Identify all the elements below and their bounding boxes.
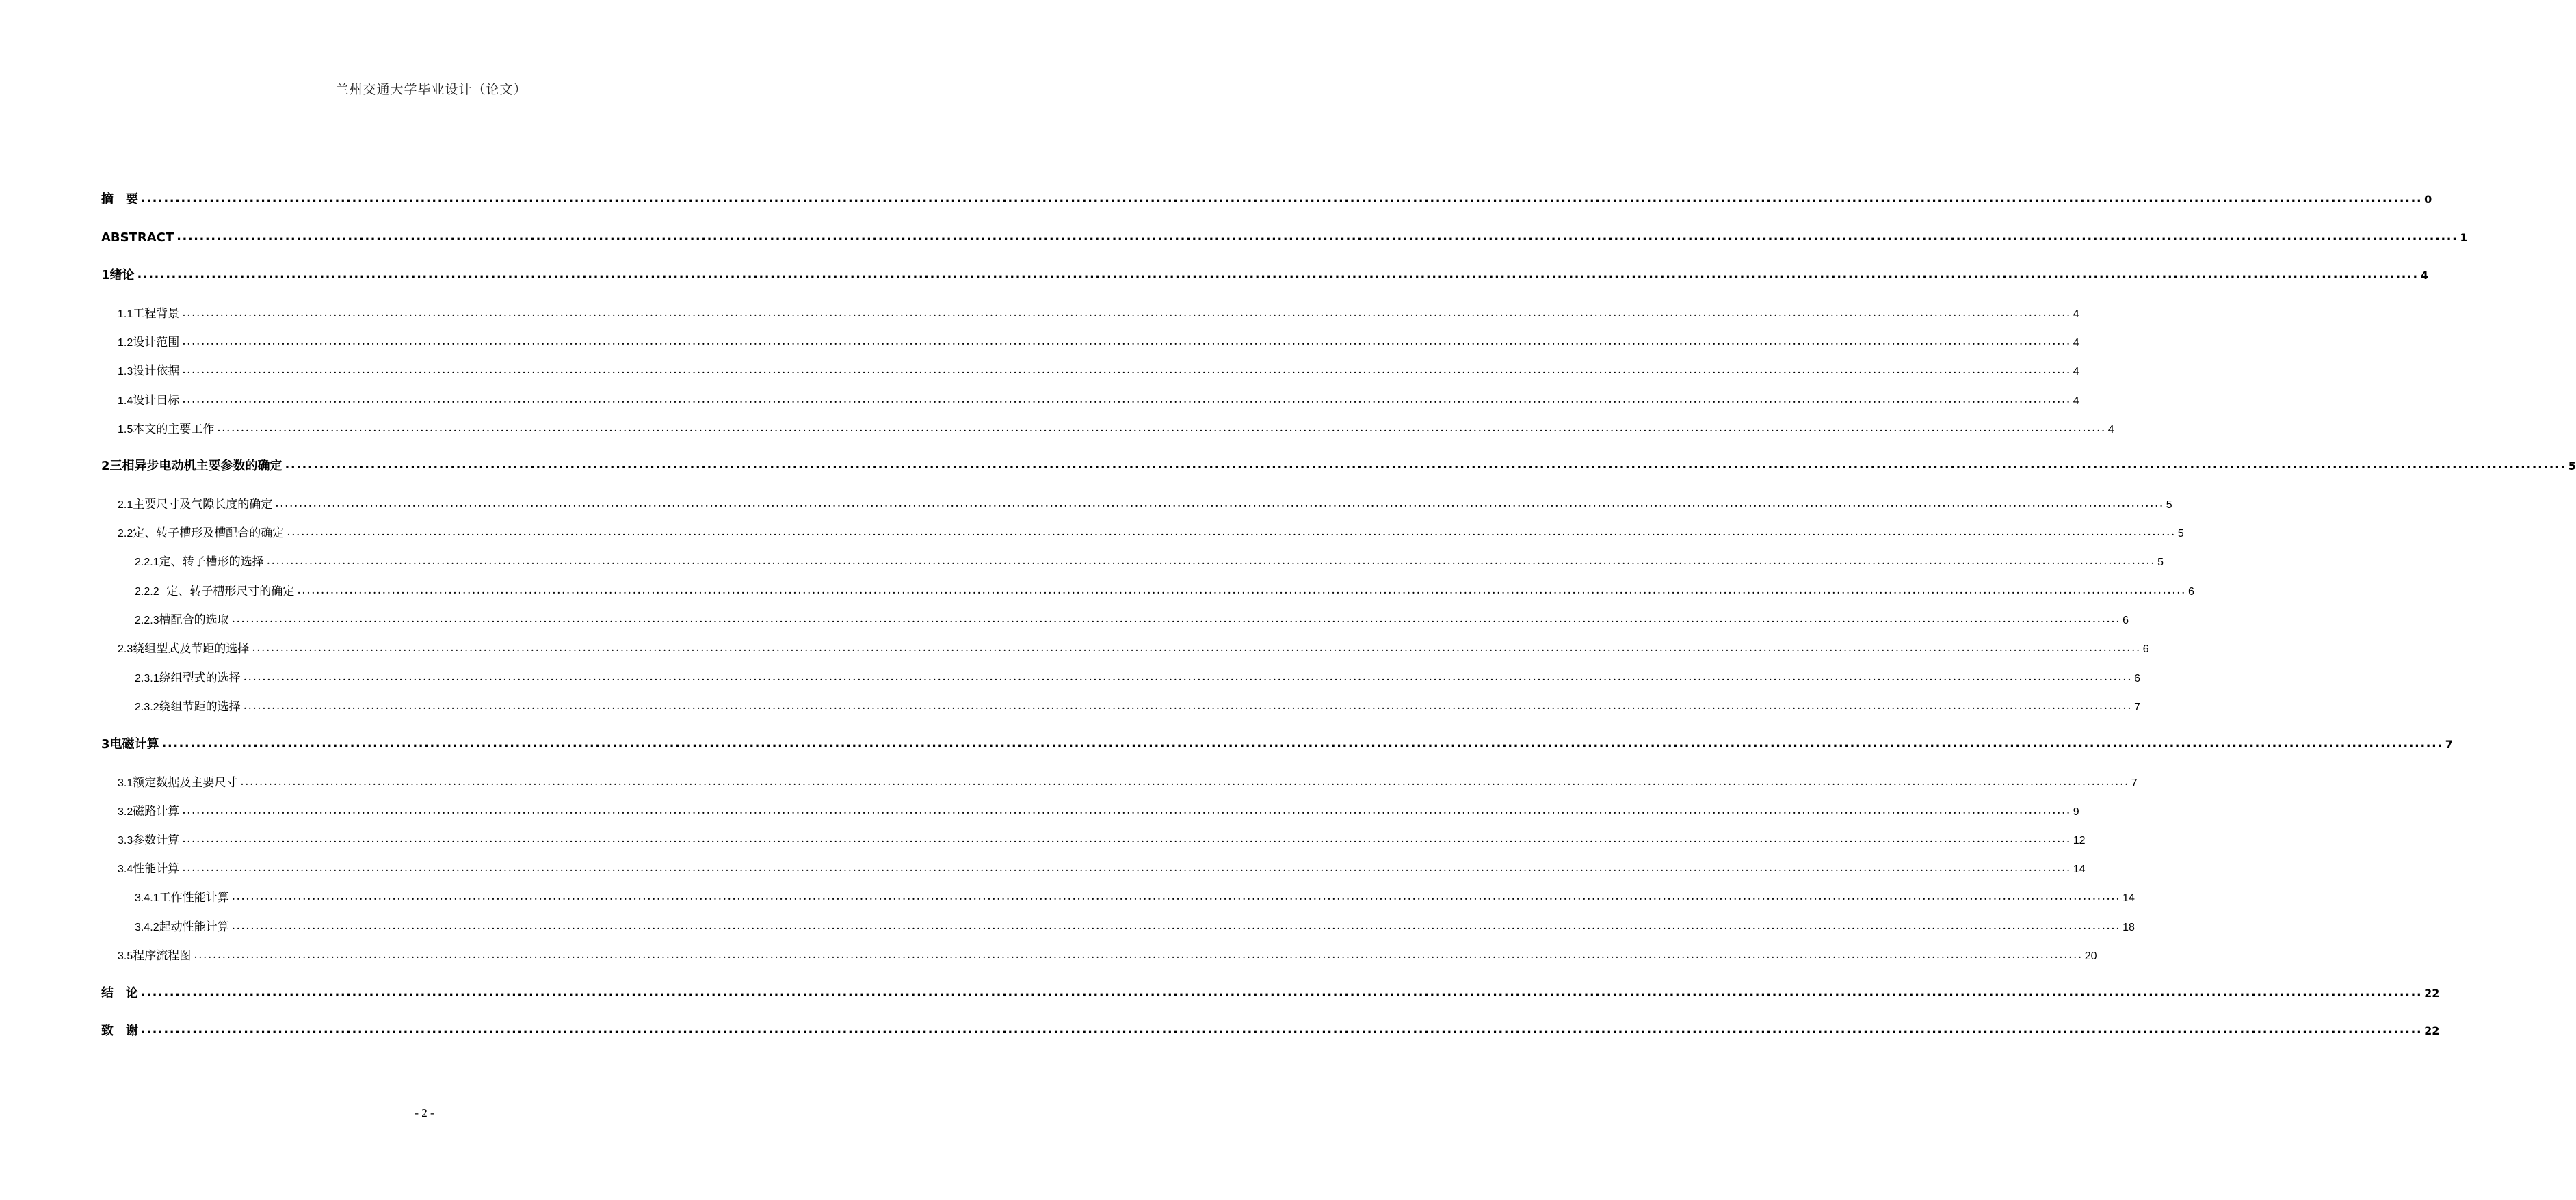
toc-dot-leader: ................................................................................................................................................................................................................................................................................................................................................................................................................ xyxy=(285,457,2566,472)
toc-entry xyxy=(135,889,2135,907)
toc-entry-number: 1.1 xyxy=(118,308,133,320)
toc-entry-number: 3.2 xyxy=(118,806,133,818)
toc-entry xyxy=(135,553,2164,571)
toc-entry-title: 结 论 xyxy=(101,986,138,1000)
toc-entry-title: ABSTRACT xyxy=(101,230,174,245)
toc-entry-title: 槽配合的选取 xyxy=(159,613,229,627)
toc-entry-title: 三相异步电动机主要参数的确定 xyxy=(109,459,282,473)
toc-entry xyxy=(101,267,2428,284)
toc-entry-title: 设计目标 xyxy=(133,394,180,408)
toc-dot-leader: ................................................................................................................................................................................................................................................................................................................................................................................................................ xyxy=(252,641,2141,654)
toc-entry-number: 3.5 xyxy=(118,950,133,962)
toc-entry-title: 性能计算 xyxy=(133,862,180,876)
toc-dot-leader: ................................................................................................................................................................................................................................................................................................................................................................................................................ xyxy=(297,583,2186,597)
toc-entry xyxy=(101,1022,2440,1040)
toc-dot-leader: ................................................................................................................................................................................................................................................................................................................................................................................................................ xyxy=(182,306,2071,319)
toc-entry-title: 致 谢 xyxy=(101,1024,138,1038)
toc-dot-leader: ................................................................................................................................................................................................................................................................................................................................................................................................................ xyxy=(182,334,2071,348)
toc-entry xyxy=(118,421,2114,438)
toc-entry-number: 2.2.3 xyxy=(135,615,159,626)
toc-entry-title: 绕组节距的选择 xyxy=(159,700,241,714)
toc-entry-number: 3.3 xyxy=(118,835,133,846)
toc-entry-page: 6 xyxy=(2122,615,2129,626)
page-number: - 2 - xyxy=(415,1106,434,1119)
toc-entry xyxy=(118,392,2079,410)
toc-entry xyxy=(118,860,2086,878)
toc-dot-leader: ................................................................................................................................................................................................................................................................................................................................................................................................................ xyxy=(240,775,2129,788)
toc-entry-number: 3 xyxy=(101,737,110,751)
toc-entry-title: 工作性能计算 xyxy=(159,891,229,905)
toc-entry-title: 设计依据 xyxy=(133,364,180,378)
toc-entry-title: 起动性能计算 xyxy=(159,920,229,934)
toc-entry-number: 2.3 xyxy=(118,643,133,655)
toc-dot-leader: ................................................................................................................................................................................................................................................................................................................................................................................................................ xyxy=(161,736,2443,750)
toc-entry-page: 6 xyxy=(2187,586,2194,598)
toc-dot-leader: ................................................................................................................................................................................................................................................................................................................................................................................................................ xyxy=(141,191,2423,205)
toc-entry-page: 4 xyxy=(2073,337,2079,349)
toc-entry xyxy=(101,736,2453,754)
toc-entry-page: 14 xyxy=(2122,892,2135,904)
toc-entry-title: 定、转子槽形及槽配合的确定 xyxy=(133,526,285,540)
toc-entry xyxy=(101,191,2432,209)
toc-entry-title: 主要尺寸及气隙长度的确定 xyxy=(133,498,273,511)
toc-entry-title: 绪论 xyxy=(109,268,135,282)
toc-entry-number: 3.4 xyxy=(118,864,133,875)
toc-entry-number: 2.1 xyxy=(118,499,133,511)
toc-entry-title: 定、转子槽形的选择 xyxy=(159,555,264,569)
toc-entry-number: 1.3 xyxy=(118,366,133,377)
toc-dot-leader: ................................................................................................................................................................................................................................................................................................................................................................................................................ xyxy=(182,363,2071,377)
running-header: 兰州交通大学毕业设计（论文） xyxy=(335,82,527,97)
toc-dot-leader: ................................................................................................................................................................................................................................................................................................................................................................................................................ xyxy=(176,229,2458,243)
toc-entry-title: 额定数据及主要尺寸 xyxy=(133,776,238,790)
toc-entry-number: 3.4.1 xyxy=(135,892,159,904)
toc-dot-leader: ................................................................................................................................................................................................................................................................................................................................................................................................................ xyxy=(141,985,2423,999)
toc-entry-page: 7 xyxy=(2445,738,2453,751)
toc-entry-number: 2.3.1 xyxy=(135,673,159,684)
toc-entry-page: 12 xyxy=(2073,835,2086,846)
toc-entry-page: 1 xyxy=(2460,231,2468,244)
toc-entry-number: 1 xyxy=(101,268,110,282)
toc-entry xyxy=(135,918,2135,936)
toc-entry xyxy=(118,774,2138,792)
toc-entry-page: 6 xyxy=(2142,643,2149,655)
toc-entry-title: 工程背景 xyxy=(133,307,180,321)
toc-entry-page: 4 xyxy=(2073,366,2079,377)
toc-entry xyxy=(135,669,2141,687)
toc-dot-leader: ................................................................................................................................................................................................................................................................................................................................................................................................................ xyxy=(137,267,2419,281)
toc-entry-title: 磁路计算 xyxy=(133,805,180,818)
toc-entry-title: 电磁计算 xyxy=(109,737,159,751)
toc-dot-leader: ................................................................................................................................................................................................................................................................................................................................................................................................................ xyxy=(194,948,2083,961)
toc-entry xyxy=(135,698,2141,716)
toc-entry-page: 4 xyxy=(2073,308,2079,320)
toc-entry-page: 14 xyxy=(2073,864,2086,875)
toc-entry xyxy=(135,611,2129,629)
toc-entry xyxy=(101,985,2440,1002)
toc-dot-leader: ................................................................................................................................................................................................................................................................................................................................................................................................................ xyxy=(266,554,2156,568)
toc-dot-leader: ................................................................................................................................................................................................................................................................................................................................................................................................................ xyxy=(231,612,2121,626)
toc-entry xyxy=(118,831,2086,849)
toc-entry-title: 本文的主要工作 xyxy=(133,423,215,436)
toc-dot-leader: ................................................................................................................................................................................................................................................................................................................................................................................................................ xyxy=(182,832,2071,846)
toc-dot-leader: ................................................................................................................................................................................................................................................................................................................................................................................................................ xyxy=(182,803,2071,817)
toc-entry-title: 设计范围 xyxy=(133,336,180,349)
toc-entry-page: 5 xyxy=(2568,459,2576,472)
toc-entry xyxy=(118,524,2184,542)
toc-dot-leader: ................................................................................................................................................................................................................................................................................................................................................................................................................ xyxy=(287,525,2176,539)
toc-dot-leader: ................................................................................................................................................................................................................................................................................................................................................................................................................ xyxy=(182,392,2071,406)
toc-entry-number: 3.4.2 xyxy=(135,922,159,933)
toc-dot-leader: ................................................................................................................................................................................................................................................................................................................................................................................................................ xyxy=(231,919,2121,933)
toc-entry-page: 4 xyxy=(2107,424,2114,436)
toc-entry-page: 4 xyxy=(2420,269,2428,282)
toc-entry-page: 7 xyxy=(2131,777,2138,789)
toc-entry xyxy=(135,583,2194,600)
toc-entry xyxy=(118,305,2079,323)
toc-entry-number: 1.5 xyxy=(118,424,133,436)
toc-entry-page: 22 xyxy=(2424,1024,2440,1037)
toc-entry-number: 2.2.1 xyxy=(135,557,159,568)
toc-entry-page: 22 xyxy=(2424,987,2440,1000)
toc-entry xyxy=(118,640,2149,658)
toc-entry-number: 1.2 xyxy=(118,337,133,349)
toc-entry-number: 2.3.2 xyxy=(135,702,159,713)
toc-dot-leader: ................................................................................................................................................................................................................................................................................................................................................................................................................ xyxy=(243,699,2133,712)
toc-dot-leader: ................................................................................................................................................................................................................................................................................................................................................................................................................ xyxy=(182,861,2071,875)
toc-entry-title: 绕组型式的选择 xyxy=(159,671,241,685)
toc-entry-page: 9 xyxy=(2073,806,2079,818)
toc-entry-page: 18 xyxy=(2122,922,2135,933)
toc-entry xyxy=(101,457,2576,475)
toc-entry-page: 7 xyxy=(2134,702,2141,713)
toc-entry-title: 参数计算 xyxy=(133,834,180,847)
toc-dot-leader: ................................................................................................................................................................................................................................................................................................................................................................................................................ xyxy=(217,421,2106,435)
toc-dot-leader: ................................................................................................................................................................................................................................................................................................................................................................................................................ xyxy=(141,1022,2423,1037)
toc-entry xyxy=(101,229,2468,247)
toc-entry-page: 6 xyxy=(2134,673,2141,684)
toc-entry-page: 5 xyxy=(2166,499,2172,511)
toc-entry-page: 5 xyxy=(2177,528,2184,539)
toc-entry-number: 1.4 xyxy=(118,395,133,407)
toc-entry xyxy=(118,947,2097,965)
toc-entry-title: 定、转子槽形尺寸的确定 xyxy=(159,585,295,598)
toc-entry-page: 5 xyxy=(2157,557,2164,568)
toc-entry xyxy=(118,334,2079,351)
toc-entry-number: 2.2 xyxy=(118,528,133,539)
toc-entry-title: 程序流程图 xyxy=(133,949,192,963)
toc-dot-leader: ................................................................................................................................................................................................................................................................................................................................................................................................................ xyxy=(243,670,2133,684)
toc-entry-page: 0 xyxy=(2424,193,2432,206)
toc-entry-number: 2.2.2 xyxy=(135,586,159,598)
toc-entry xyxy=(118,496,2172,514)
toc-dot-leader: ................................................................................................................................................................................................................................................................................................................................................................................................................ xyxy=(231,890,2121,903)
toc-entry-page: 4 xyxy=(2073,395,2079,407)
toc-entry-number: 3.1 xyxy=(118,777,133,789)
toc-entry-page: 20 xyxy=(2084,950,2097,962)
toc-entry xyxy=(118,362,2079,380)
toc-entry-number: 2 xyxy=(101,459,110,473)
toc-dot-leader: ................................................................................................................................................................................................................................................................................................................................................................................................................ xyxy=(275,496,2164,510)
toc-entry-title: 绕组型式及节距的选择 xyxy=(133,642,250,656)
toc-entry-title: 摘 要 xyxy=(101,192,138,206)
toc-entry xyxy=(118,803,2079,821)
